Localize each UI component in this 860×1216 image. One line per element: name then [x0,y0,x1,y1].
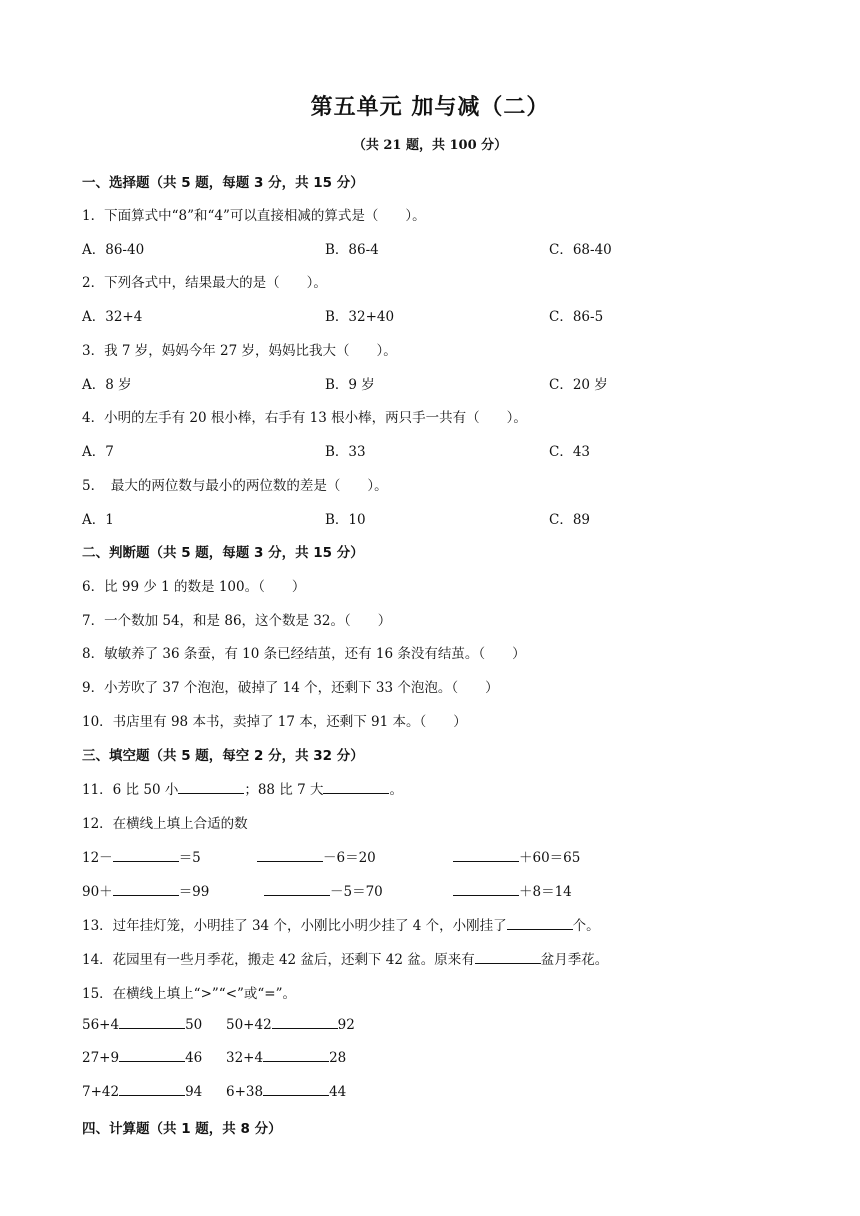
q14-text-b: 盆月季花。 [540,952,609,968]
q14-text-a: 14．花园里有一些月季花，搬走 42 盆后，还剩下 42 盆。原来有 [82,952,475,968]
q12-eq-5 [264,880,383,900]
eq-text: －5＝70 [330,884,383,900]
question-1: 1．下面算式中“8”和“4”可以直接相减的算式是（ ）。 [82,208,426,224]
answer-blank[interactable] [257,849,323,862]
question-2: 2．下列各式中，结果最大的是（ ）。 [82,275,327,291]
answer-blank[interactable] [475,951,541,964]
q12-eq-6 [453,880,572,900]
question-15: 15．在横线上填上“>”“<”或“=”。 [82,986,297,1002]
q12-eq-2 [257,846,376,866]
compare-right: 50 [185,1017,203,1033]
eq-text: ＋60＝65 [519,850,581,866]
eq-text: 90＋ [82,884,113,900]
answer-blank[interactable] [507,917,573,930]
eq-text: ＋8＝14 [519,884,572,900]
q15-compare-1 [82,1016,202,1033]
compare-right: 28 [329,1050,347,1066]
q4-option-a: A．7 [82,444,114,460]
q2-option-b: B．32+40 [325,309,395,325]
compare-left: 56+4 [82,1017,120,1033]
answer-blank[interactable] [113,849,179,862]
q4-option-c: C．43 [549,444,591,460]
q13-text-a: 13．过年挂灯笼，小明挂了 34 个，小刚比小明少挂了 4 个，小刚挂了 [82,918,507,934]
section-heading-fill: 三、填空题（共 5 题，每空 2 分，共 32 分） [82,748,364,764]
answer-blank[interactable] [263,1083,329,1096]
q11-text-c: 。 [389,782,403,798]
page-subtitle: （共 21 题，共 100 分） [352,138,508,153]
q3-option-c: C．20 岁 [549,377,608,393]
question-7: 7．一个数加 54，和是 86，这个数是 32。（ ） [82,613,392,629]
eq-text: －6＝20 [323,850,376,866]
eq-text: ＝5 [178,850,201,866]
q3-option-b: B．9 岁 [325,377,375,393]
answer-blank[interactable] [453,883,519,896]
answer-blank[interactable] [113,883,179,896]
q5-option-a: A．1 [82,512,114,528]
q12-eq-4 [82,880,209,900]
eq-text: ＝99 [178,884,210,900]
question-12: 12．在横线上填上合适的数 [82,816,248,832]
question-11 [82,778,403,798]
compare-left: 6+38 [226,1084,264,1100]
question-3: 3．我 7 岁，妈妈今年 27 岁，妈妈比我大（ ）。 [82,343,397,359]
q15-compare-2 [226,1016,355,1033]
compare-right: 92 [337,1017,355,1033]
answer-blank[interactable] [264,883,330,896]
answer-blank[interactable] [178,781,244,794]
compare-left: 7+42 [82,1084,120,1100]
compare-left: 27+9 [82,1050,120,1066]
q2-option-a: A．32+4 [82,309,143,325]
section-heading-judge: 二、判断题（共 5 题，每题 3 分，共 15 分） [82,545,364,561]
compare-right: 94 [185,1084,203,1100]
question-5: 5． 最大的两位数与最小的两位数的差是（ ）。 [82,478,388,494]
q13-text-b: 个。 [572,918,600,934]
q1-option-b: B．86-4 [325,242,379,258]
compare-right: 44 [329,1084,347,1100]
section-heading-choice: 一、选择题（共 5 题，每题 3 分，共 15 分） [82,175,364,191]
answer-blank[interactable] [323,781,389,794]
question-8: 8．敏敏养了 36 条蚕，有 10 条已经结茧，还有 16 条没有结茧。（ ） [82,646,526,662]
q15-compare-4 [226,1049,346,1066]
page-title: 第五单元 加与减（二） [310,95,550,120]
section-heading-calc: 四、计算题（共 1 题，共 8 分） [82,1121,282,1137]
q1-option-c: C．68-40 [549,242,612,258]
q15-compare-6 [226,1083,346,1100]
answer-blank[interactable] [263,1049,329,1062]
q15-compare-3 [82,1049,202,1066]
question-9: 9．小芳吹了 37 个泡泡，破掉了 14 个，还剩下 33 个泡泡。（ ） [82,680,499,696]
q11-text-a: 11．6 比 50 小 [82,782,179,798]
eq-text: 12－ [82,850,113,866]
answer-blank[interactable] [119,1016,185,1029]
q12-eq-3 [453,846,580,866]
answer-blank[interactable] [119,1083,185,1096]
answer-blank[interactable] [453,849,519,862]
q3-option-a: A．8 岁 [82,377,132,393]
q2-option-c: C．86-5 [549,309,604,325]
question-13 [82,914,600,934]
q15-compare-5 [82,1083,202,1100]
q1-option-a: A．86-40 [82,242,145,258]
q5-option-c: C．89 [549,512,591,528]
q12-eq-1 [82,846,201,866]
q11-text-b: ；88 比 7 大 [244,782,324,798]
question-10: 10．书店里有 98 本书，卖掉了 17 本，还剩下 91 本。（ ） [82,714,467,730]
q4-option-b: B．33 [325,444,366,460]
q5-option-b: B．10 [325,512,366,528]
compare-left: 50+42 [226,1017,272,1033]
compare-right: 46 [185,1050,203,1066]
question-6: 6．比 99 少 1 的数是 100。（ ） [82,579,306,595]
question-14 [82,948,608,968]
answer-blank[interactable] [119,1049,185,1062]
question-4: 4．小明的左手有 20 根小棒，右手有 13 根小棒，两只手一共有（ ）。 [82,410,527,426]
compare-left: 32+4 [226,1050,264,1066]
answer-blank[interactable] [272,1016,338,1029]
